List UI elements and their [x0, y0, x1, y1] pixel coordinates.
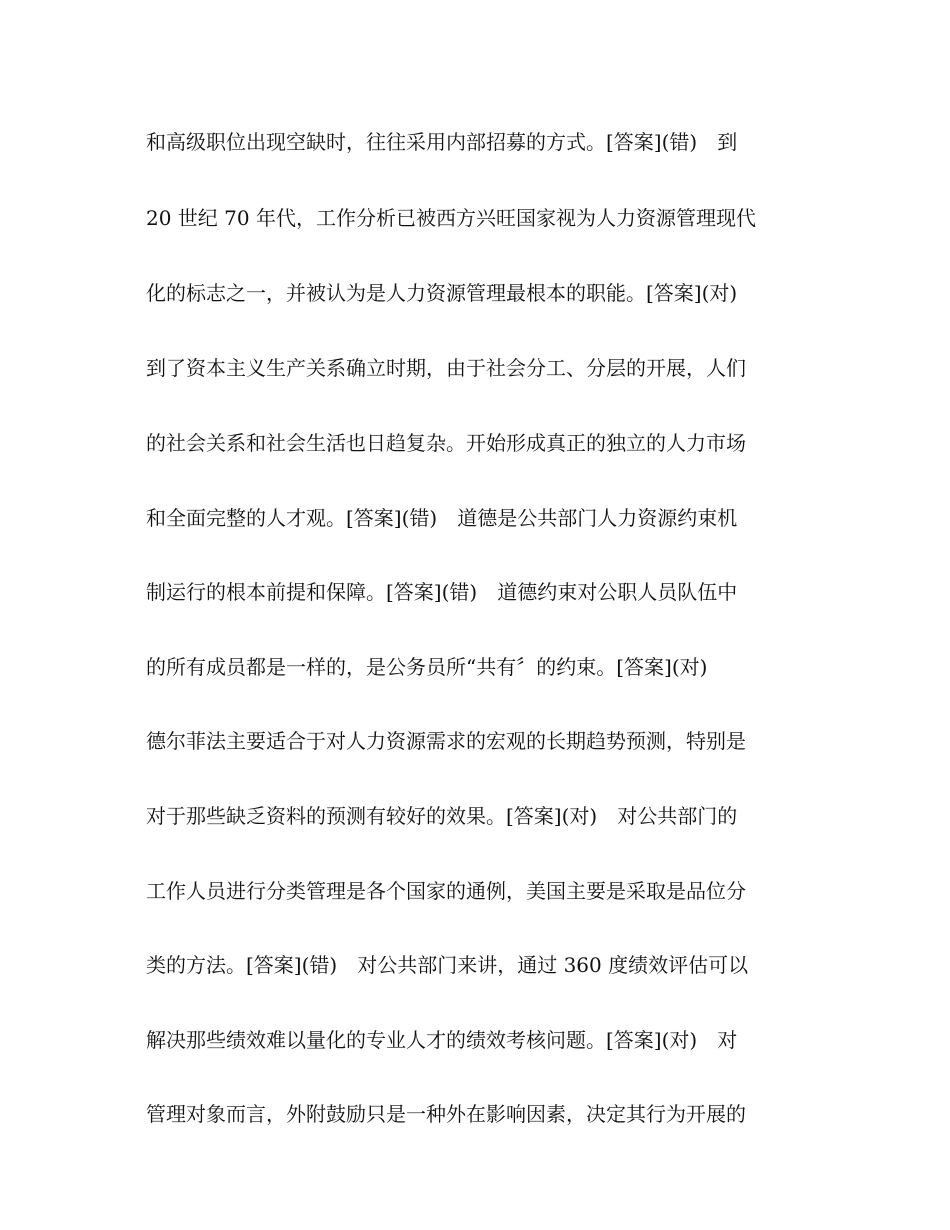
- text-line: 管理对象而言，外附鼓励只是一种外在影响因素，决定其行为开展的: [146, 1102, 746, 1126]
- text-line: 解决那些绩效难以量化的专业人才的绩效考核问题。[答案](对) 对: [146, 1028, 738, 1052]
- text-line: 和全面完整的人才观。[答案](错) 道德是公共部门人力资源约束机: [146, 506, 738, 530]
- text-line: 到了资本主义生产关系确立时期，由于社会分工、分层的开展，人们: [146, 356, 746, 380]
- text-line: 20 世纪 70 年代，工作分析已被西方兴旺国家视为人力资源管理现代: [146, 206, 756, 230]
- text-line: 化的标志之一，并被认为是人力资源管理最根本的职能。[答案](对): [146, 281, 738, 305]
- text-line: 对于那些缺乏资料的预测有较好的效果。[答案](对) 对公共部门的: [146, 804, 738, 828]
- text-line: 的社会关系和社会生活也日趋复杂。开始形成真正的独立的人力市场: [146, 431, 746, 455]
- text-line: 制运行的根本前提和保障。[答案](错) 道德约束对公职人员队伍中: [146, 580, 738, 604]
- text-line: 德尔菲法主要适合于对人力资源需求的宏观的长期趋势预测，特别是: [146, 729, 746, 753]
- text-line: 类的方法。[答案](错) 对公共部门来讲，通过 360 度绩效评估可以: [146, 953, 749, 977]
- text-line: 和高级职位出现空缺时，往往采用内部招募的方式。[答案](错) 到: [146, 130, 738, 154]
- text-line: 工作人员进行分类管理是各个国家的通例，美国主要是采取是品位分: [146, 879, 746, 903]
- text-line: 的所有成员都是一样的，是公务员所“共有〞的约束。[答案](对): [146, 655, 708, 679]
